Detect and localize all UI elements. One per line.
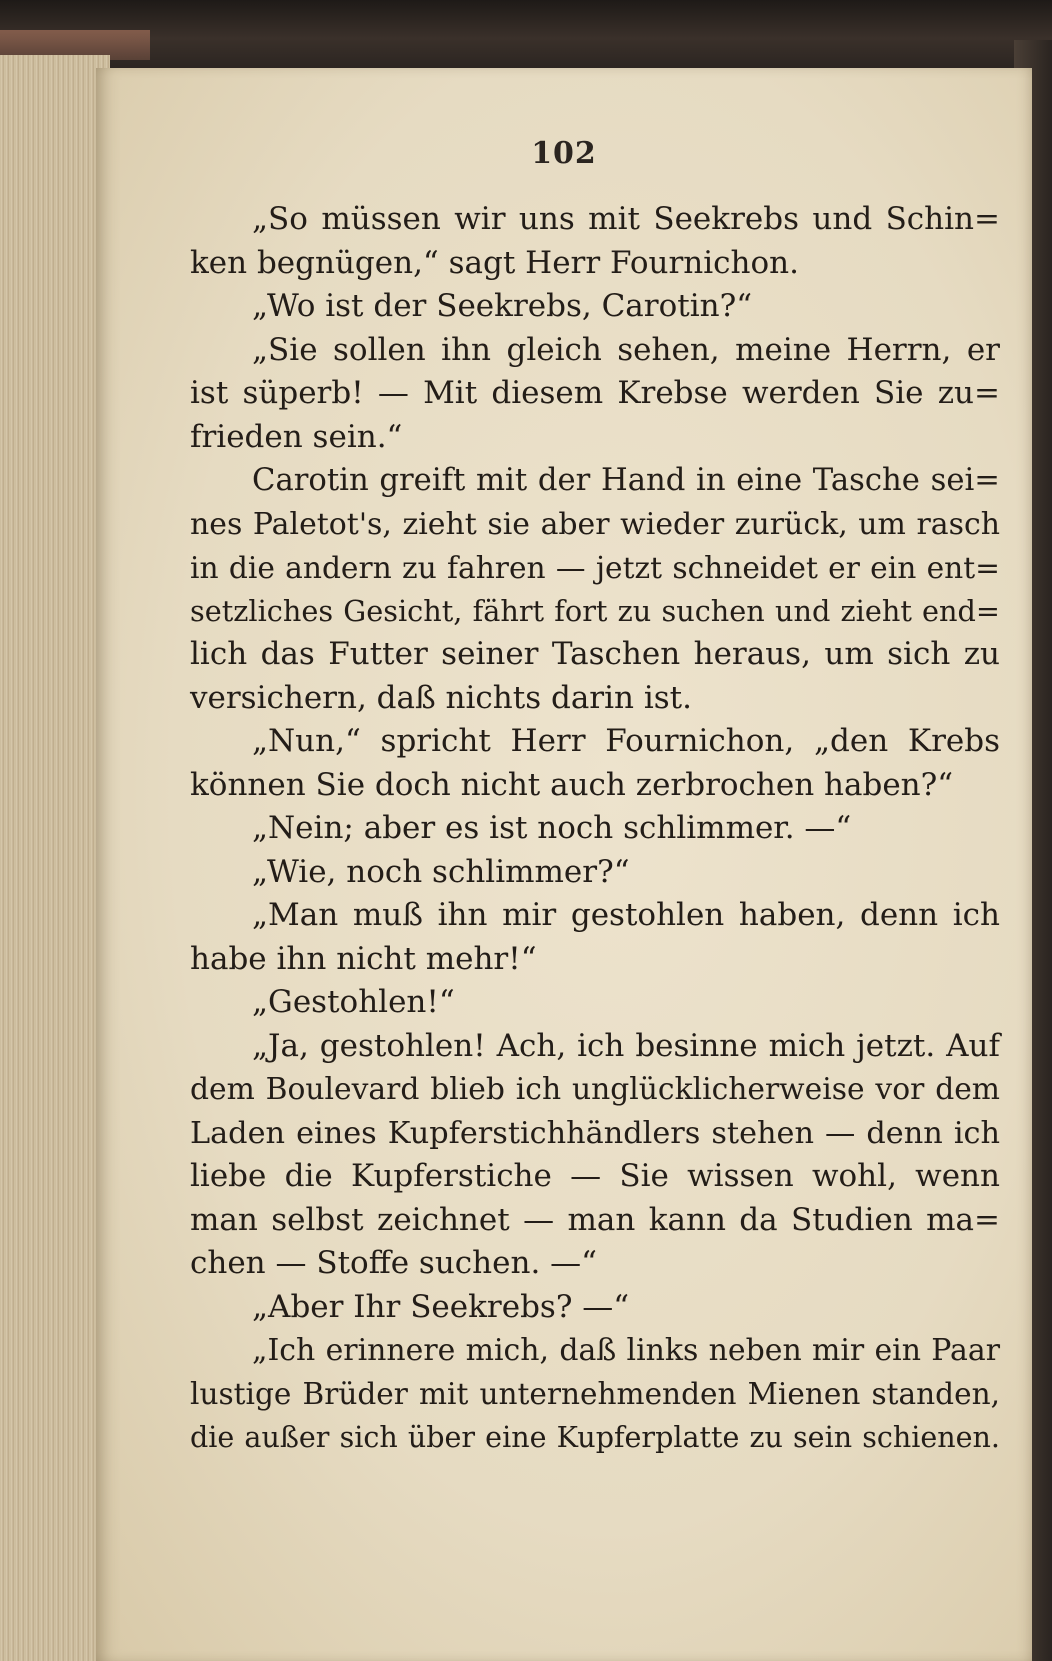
text-line: lich das Futter seiner Taschen heraus, um sich zu xyxy=(190,636,1000,672)
text-line: ken begnügen,“ sagt Herr Fournichon. xyxy=(190,244,799,281)
text-line: „Wo ist der Seekrebs, Carotin?“ xyxy=(252,288,753,324)
text-line: setzliches Gesicht, fährt fort zu suchen und zieht end= xyxy=(190,593,1000,628)
text-line: liebe die Kupferstiche — Sie wissen wohl, wenn xyxy=(190,1158,1000,1194)
text-line: Carotin greift mit der Hand in eine Tasche sei= xyxy=(252,463,1000,498)
text-line: dem Boulevard blieb ich unglücklicherweise vor dem xyxy=(190,1072,1000,1107)
text-line: Laden eines Kupferstichhändlers stehen — denn ich xyxy=(190,1115,1000,1151)
text-line: „Nun,“ spricht Herr Fournichon, „den Krebs xyxy=(252,723,1000,759)
text-line: nes Paletot's, zieht sie aber wieder zurück, um rasch xyxy=(190,506,1000,542)
text-line: „Wie, noch schlimmer?“ xyxy=(252,853,630,890)
text-line: man selbst zeichnet — man kann da Studien ma= xyxy=(190,1201,1000,1238)
text-line: versichern, daß nichts darin ist. xyxy=(190,679,692,716)
text-line: chen — Stoffe suchen. —“ xyxy=(190,1245,597,1281)
text-line: „Man muß ihn mir gestohlen haben, denn ich xyxy=(252,897,1000,933)
text-line: „Aber Ihr Seekrebs? —“ xyxy=(252,1288,630,1325)
text-line: frieden sein.“ xyxy=(190,418,403,455)
text-line: „Nein; aber es ist noch schlimmer. —“ xyxy=(252,810,852,846)
text-line: „Gestohlen!“ xyxy=(252,984,455,1020)
text-line: lustige Brüder mit unternehmenden Mienen standen, xyxy=(190,1376,1000,1411)
text-line: können Sie doch nicht auch zerbrochen haben?“ xyxy=(190,766,954,803)
text-line: „So müssen wir uns mit Seekrebs und Schin= xyxy=(252,201,1000,237)
text-line: „Sie sollen ihn gleich sehen, meine Herrn, er xyxy=(252,331,1000,368)
text-line: in die andern zu fahren — jetzt schneidet er ein ent= xyxy=(190,550,1000,585)
book-page xyxy=(96,68,1032,1661)
text-line: ist süperb! — Mit diesem Krebse werden Sie zu= xyxy=(190,375,1000,411)
book-cover-top xyxy=(0,0,1052,70)
text-line: habe ihn nicht mehr!“ xyxy=(190,940,537,977)
text-line: „Ja, gestohlen! Ach, ich besinne mich jetzt. Auf xyxy=(252,1027,1000,1064)
text-line: die außer sich über eine Kupferplatte zu sein schienen. xyxy=(190,1420,1000,1454)
page-stack-edges xyxy=(0,55,110,1661)
page-text-block xyxy=(190,198,1000,1460)
page-number: 102 xyxy=(531,136,597,171)
text-line: „Ich erinnere mich, daß links neben mir ein Paar xyxy=(252,1333,1000,1368)
